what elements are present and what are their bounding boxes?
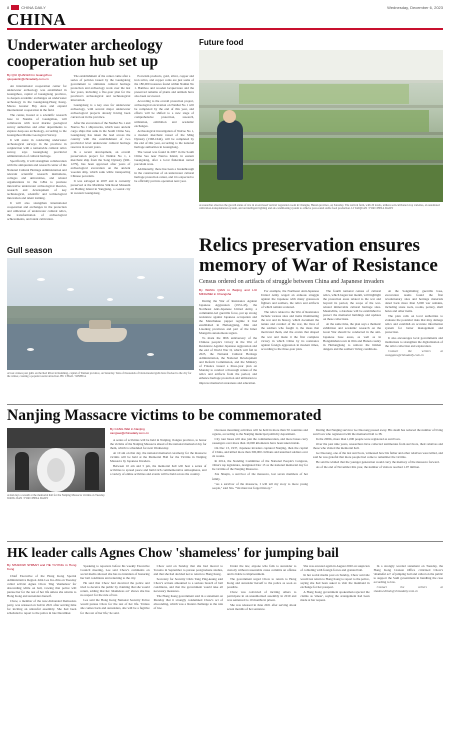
hk-column-5 (300, 564, 369, 740)
nanjing-paragraph: Over the past nine years, researchers have collected testimonies from survivors, their relatives and those who visited the memorial hall. (313, 442, 443, 451)
hk-column-4 (227, 564, 296, 740)
hk-headline: HK leader calls Agnes Chow 'shameless' for jumping bail (7, 545, 339, 560)
nanjing-paragraph: On Dec 13, 1937, Japanese invaders captured Nanjing, then the capital of China, and killed more than 300,000 civilians and unarmed soldiers over six weeks. (211, 446, 308, 459)
underwater-column-2 (71, 74, 131, 273)
section-title: CHINA (7, 10, 67, 29)
hk-byline: By SHADOW SHIBAH and HE YUYING in Hong Kong (7, 564, 77, 571)
nanjing-paragraph: As of the end of November this year, the number of visitors reached 1.97 million. (316, 465, 420, 470)
relics-paragraph: For example, the Northeast Anti-Japanese United Army waged an arduous struggle against the Japanese with many grassroots fighters and soldiers, the relics and artifacts of which remain scattered. (261, 289, 319, 310)
hk-paragraph: Chow, a member of the now-disbanded Demosisto party, was released on bail in 2021 after serving time for inciting an unlawful assembly. She had been scheduled to report to the police in late December. (7, 598, 77, 616)
hk-column-1 (7, 564, 76, 740)
hk-contact: Contact the writers at shadowshibah@chinadaily.com.cn (373, 585, 443, 594)
relics-column-1 (199, 289, 257, 417)
gull-season-label: Gull season (7, 246, 53, 255)
nanjing-byline-email: cangwei@chinadaily.com.cn (110, 430, 149, 435)
relics-paragraph: At the Songzhuling guerrilla base, excavation teams found the first revolutionary sites and heritage materials dated back more than 3,000 war remains, including stone tools, rooms, pottery, shell holes and other items. (385, 289, 443, 314)
underwater-paragraph: An international cooperation center for underwater archeology was established in Guangzhou, capital of Guangdong province, to deepen academic exchanges on underwater archeology in the Guangdong-Hong Kong-Macao Greater Bay Area and expand international cooperation in the field. (7, 83, 67, 112)
relics-byline: By WANG QIAN in Beijing and LIU MINGWEI in Changsha (199, 289, 257, 296)
underwater-paragraph: In a recent development, an overall preservation project for Nanhai No 1, a merchant ship from the Song Dynasty (960-1279), has been approved after years of archeological excavation on the ancient wooden ship, which sank while transporting Chinese porcelain. (70, 149, 131, 179)
nanjing-paragraph: At 10 am on that day, the national memorial ceremony for the massacre victims will be held at the Memorial Hall for the Victims in Nanjing Massacre by Japanese Invaders. (110, 450, 207, 463)
vertical-farm-photo (199, 50, 443, 202)
underwater-paragraph: According to the overall protection project, archeological excavation on Nanhai No 1 will be completed by the end of this year, and efforts will be shifted to a new stage of comprehensive protection, research, utilization, exhibition and academic exchanges. (134, 99, 194, 128)
relics-paragraph: It also encourages local governments and institutions to strengthen the digitalization of the relics collection and exploration. (385, 335, 443, 348)
nanjing-paragraph: Overseas mourning activities will be held in more than 50 countries and regions, according to the Nanjing municipal publicity department. (211, 428, 308, 437)
relics-paragraph: During the War of Resistance Against Japanese Aggression (1931-45), the Northeast Anti-Japanese United Army, a communist-led guerrilla force, put up strong resistance against Japanese occupation and the Manchukuo puppet regime it had established in Heilongjiang, Jilin and Liaoning provinces and part of the Inner Mongolia autonomous region. (199, 298, 257, 335)
relics-paragraph: To mark the 90th anniversary of the Chinese people's victory in the War of Resistance Against Japanese Aggression and the end of World War II, which will fall in 2025, the National Cultural Heritage Administration, the National Development and Reform Commission, and the Ministry of Finance issued a three-year plan on Monday to conduct a thorough census of the relics and artifacts from the period, and enhance heritage protection and utilization to improve memorial awareness and education. (199, 336, 257, 385)
future-food-feature (199, 38, 443, 211)
hk-paragraph: Chow was convicted of inciting others to participate in an unauthorized assembly in 2019 and was sentenced to 10 months in prison. (227, 590, 297, 603)
masthead-brand (7, 5, 46, 10)
relics-headline: Relics preservation ensures memory of War of Resistance (199, 235, 438, 276)
underwater-paragraph: The establishment of the center came after a series of policies issued by the Guangdong government to stimulate cultural heritage protection and archeology work over the last few years, including a five-year plan for the province's archeological and technological innovation. (70, 74, 131, 103)
nanjing-headline: Nanjing Massacre victims to be commemorated (7, 407, 322, 424)
underwater-paragraph: After the excavation of the Nanhai No 1 and Nan'ao No 1 shipwrecks, which were ancient cargo ships that sank in the South China Sea, Guangdong has taken the lead across the country with the establishment of two provincial level underwater cultural heritage reserves in recent years. (70, 120, 131, 149)
gull-season-feature (7, 246, 194, 379)
nanjing-paragraph: Between 10 am and 5 pm, the memorial hall will host a series of activities to spread peace and build rich commemorative atmospheres, and a variety of online activities and events will be held across the country. (110, 463, 207, 476)
hk-article (7, 545, 443, 740)
hk-body (7, 564, 443, 740)
gulls-photo (7, 258, 194, 370)
hk-paragraph: The government urged Chow to return to Hong Kong and surrender herself to the police as soon as possible. (227, 577, 297, 590)
hk-paragraph: In her social media post on Sunday, Chow said she would not return to Hong Kong to report to the police, saying she had been asked to visit the mainland in exchange for her passport. (300, 573, 370, 590)
section-divider (7, 541, 443, 542)
nanjing-article (7, 408, 443, 550)
nanjing-photo-caption: A man lays a wreath at the memorial hall for the Nanjing Massacre victims on Tuesday. WANG JIAN / FOR CHINA DAILY (7, 494, 105, 501)
underwater-article (7, 38, 194, 273)
relics-paragraph: The plan calls on local authorities to evaluate the potential risks that may damage relics and establish an accurate information system for better management and protection. (385, 314, 443, 335)
hk-paragraph: In a strongly worded statement on Tuesday, the Hong Kong Liaison Office criticized Chow's 'shameful act' of jumping bail and called on the public to support the SAR government in handling the case according to law. (373, 564, 443, 585)
underwater-paragraph: Archeological investigation of Nan'ao No 1, a modern merchant vessel of the Ming Dynasty (1368-1644), will be completed by the end of this year, according to the national heritage authorities in Guangdong. (134, 128, 194, 149)
relics-body (199, 289, 443, 417)
relics-column-2 (261, 289, 319, 417)
hk-column-3 (154, 564, 223, 740)
underwater-column-1 (7, 74, 67, 273)
nanjing-column-1 (110, 428, 207, 550)
underwater-paragraph: Guangdong is a key area for underwater archeology, with several major underwater archeological projects already having been carried out in the province. (70, 103, 131, 120)
underwater-paragraph: It was salvaged in 2007 and is currently preserved at the Maritime Silk Road Museum on Hailing Island in Yangjiang, a coastal city in western Guangdong. (70, 179, 131, 196)
underwater-paragraph: It will also strengthen international cooperation and exchanges in the protection and utilization of underwater cultural relics, the transformation of archeological achievements, and talent cultivation. (7, 200, 67, 222)
nanjing-column-2 (212, 428, 309, 550)
hk-paragraph: She was arrested again in August 2020 on suspicion of colluding with foreign forces and granted bail. (300, 564, 370, 573)
relics-contact: Contact the writers at wangqian@chinadaily.com.cn (385, 348, 443, 357)
gull-season-caption: A boat cruises past gulls on the Red River in Kunming, capital of Yunnan province, on Saturday. Tens of thousands of black-headed gulls have flocked to the city for the winter, creating a popular tourist attraction. HU CHAO / XINHUA (7, 372, 192, 379)
underwater-paragraph: The center, hosted at a scientific research base in Nansha of Guangzhou, will collaborate with local marine geological survey authorities and other departments to explore deep-sea archeology, according to the Guangzhou Marine Geological Survey. (7, 112, 67, 138)
nanjing-paragraph: He said he wished that the younger generation would carry the memory of the massacre forward. (316, 460, 440, 465)
relics-subhead: Census ordered on artifacts of struggle between China and Japanese invaders (199, 279, 384, 285)
relics-paragraph: At the same time, the plan says a thematic exhibition and academic research on the Great War should be conducted in the anti-Japanese base areas, as well as in Hongshishan town in Jilin and Hunan county in Heilongjiang to remove the hidden dangers and the soldiers' living conditions. (323, 322, 381, 351)
publication-name: CHINA DAILY (21, 4, 46, 10)
underwater-body (7, 74, 194, 273)
hk-paragraph: Under the law, anyone who fails to surrender to custody without reasonable cause commits an offense and is liable to imprisonment. (227, 564, 297, 577)
nanjing-paragraph: Ge Daorong, one of the last survivors, witnessed how his father and other relatives were killed, and said he was grateful that more people had come to remember the victims. (313, 451, 443, 460)
underwater-paragraph: The vessel was found in 2007 in the South China Sea near Nan'ao Island, in eastern Guangdong, after a local fisherman netted porcelain ware. (134, 149, 194, 166)
hk-paragraph: Secretary for Security Chris Tang Ping-keung said Chow's actions amounted to a serious breach of bail conditions, and that the government would take all necessary measures. (153, 577, 223, 594)
nanjing-photo-column (7, 428, 105, 550)
hk-paragraph: Chow said on Sunday that she had moved to Toronto in September to pursue postgraduate studies, and that she had decided not to return to Hong Kong. (153, 564, 223, 577)
hk-paragraph: A Hong Kong government spokesman rejected the claims as 'smear', saying the arrangement had been made at her request. (300, 590, 370, 603)
nanjing-column-3 (313, 428, 443, 550)
page-number: 8 (7, 4, 10, 10)
hk-paragraph: She was released in June 2021 after serving about seven months of her sentence. (227, 603, 297, 612)
china-daily-logo-icon (11, 5, 19, 10)
underwater-headline: Underwater archeology cooperation hub set up (7, 37, 163, 70)
section-header (7, 10, 443, 30)
nanjing-paragraph: "As a survivor of the massacre, I will tell my story to more young people," said Xia. "We must not forget history." (211, 481, 308, 490)
underwater-paragraph: It will assist in conducting underwater archeological surveys in the province in conjunction with a nationwide cultural relics survey, says Guangdong provincial administration of cultural heritage. (7, 138, 67, 159)
future-food-label: Future food (199, 38, 244, 47)
relics-paragraph: The relics related to the War of Resistance include various sites and items illuminating the war and its history, which document the nature and conduct of the war, the lives of the soldiers who fought it, the ideas that motivated them, and the events that shaped the war and made it the first complete victory in which China by its resistance against foreign aggression in modern times, according to the three-year plan. (261, 310, 319, 351)
relics-column-4 (385, 289, 443, 417)
underwater-byline (7, 74, 67, 82)
underwater-paragraph: Specifically, it will strengthen collaboration with the antiquarian and research center of the National Cultural Heritage Administration and relevant scientific research institutions, colleges and universities, and related organizations in the GBA to promote innovative underwater archeological theories, research and development of key technological, scientific and technological innovation and talent training. (7, 159, 67, 200)
nanjing-paragraph: In 2014, the Standing Committee of the National People's Congress, China's top legislature, designated Dec 13 as the national memorial day for the victims of the Nanjing Massacre. (211, 459, 308, 472)
nanjing-paragraph: During that Nanjing survivor Ge Daorong passed away. His death has reduced the number of living survivors who registered with the memorial hall to 38. (313, 428, 443, 437)
underwater-paragraph: Additionally, there has been a breakthrough in the construction of an underwater cultural heritage protection center, and it is expected to be officially put into operation next year. (134, 167, 194, 184)
nanjing-paragraph: In the 2000s, more than 1,000 people were registered as survivors. (316, 437, 401, 442)
page-topbar (7, 0, 443, 10)
relics-column-3 (323, 289, 381, 417)
underwater-byline-email: qiuquanlin@chinadaily.com.cn (7, 76, 49, 81)
underwater-column-3 (134, 74, 194, 273)
hk-paragraph: Chief Executive of the Hong Kong Special Administrative Region John Lee Ka-chiu on Tuesday called activist Agnes Chow Ting 'shameless' for absconding while on bail, vowing that police will pursue her for the rest of her life unless she returns to Hong Kong and surrenders herself. (7, 573, 77, 598)
hk-paragraph: He said that Chow had deceived the police and tried to deceive the public by claiming that she would return, adding that her 'shameless act' shows she has no respect for the rule of law. (80, 581, 150, 598)
hk-column-6 (374, 564, 443, 740)
future-food-caption: A researcher observes the growth status of rice in an enclosed vertical vegetation room in Changde, Hunan province, on Saturday. The vertical farm, with 20 levels, utilizes soil-cultivated crop varieties, an automated cultivation-transplantation system, and an intelligent lighting and air-conditioning system to achieve year-round stable food production. LI TAIQUAN / FOR CHINA DAILY (199, 204, 440, 211)
issue-date: Wednesday, December 6, 2023 (387, 4, 443, 10)
nanjing-byline-name: By CANG WEI in Nanjing (110, 428, 145, 431)
relics-article (199, 236, 443, 417)
nanjing-paragraph: City tour buses will also join the commemoration, and more buses carry passengers over more than 10,000 kilometers have been taken inside. (211, 437, 308, 446)
nanjing-paragraph: Xia Shuqin, a survivor of the massacre, lost seven members of her family. (211, 472, 308, 481)
section-divider (7, 404, 443, 405)
nanjing-byline (110, 428, 207, 436)
hk-column-2 (80, 564, 149, 740)
hk-paragraph: Speaking to reporters before his weekly Executive Council meeting, Lee said Chow's comments on social media showed she has no intention of honoring her bail conditions and returning to the city. (80, 564, 150, 581)
underwater-byline-name: By QIU QUANLIN in Guangzhou (7, 74, 52, 77)
hk-paragraph: The Hong Kong government said in a statement on Monday that it strongly condemned Chow's act of absconding, which was a blatant challenge to the rule of law. (153, 594, 223, 611)
nanjing-paragraph: A series of activities will be held in Nanjing, Jiangsu province, to honor the victims of the Nanjing Massacre ahead of the national memorial day for them, which is scheduled for next Wednesday. (110, 437, 207, 450)
memorial-wreath-photo (7, 428, 105, 492)
hk-paragraph: Lee said the Hong Kong National Security Police would pursue Chow for the rest of her life. 'Unless she comes back and surrenders, she will be a fugitive for the rest of her life,' he said. (80, 598, 150, 615)
relics-paragraph: The fourth national census of cultural relics, which began last month, will highlight the protection areas related to the war and beyond its period, the scope of the war-related immovable cultural heritage sites. Meanwhile, a database will be established to protect the memorial buildings and updates on these collections. (323, 289, 381, 322)
underwater-paragraph: Porcelain products, gold, silver, copper and iron relics, and copper coins are just some of the 180,000 treasures found within Nanhai No 1. Bamboo and wooden lacquerware and the preserved remains of plants and animals have also been recovered. (134, 74, 194, 99)
